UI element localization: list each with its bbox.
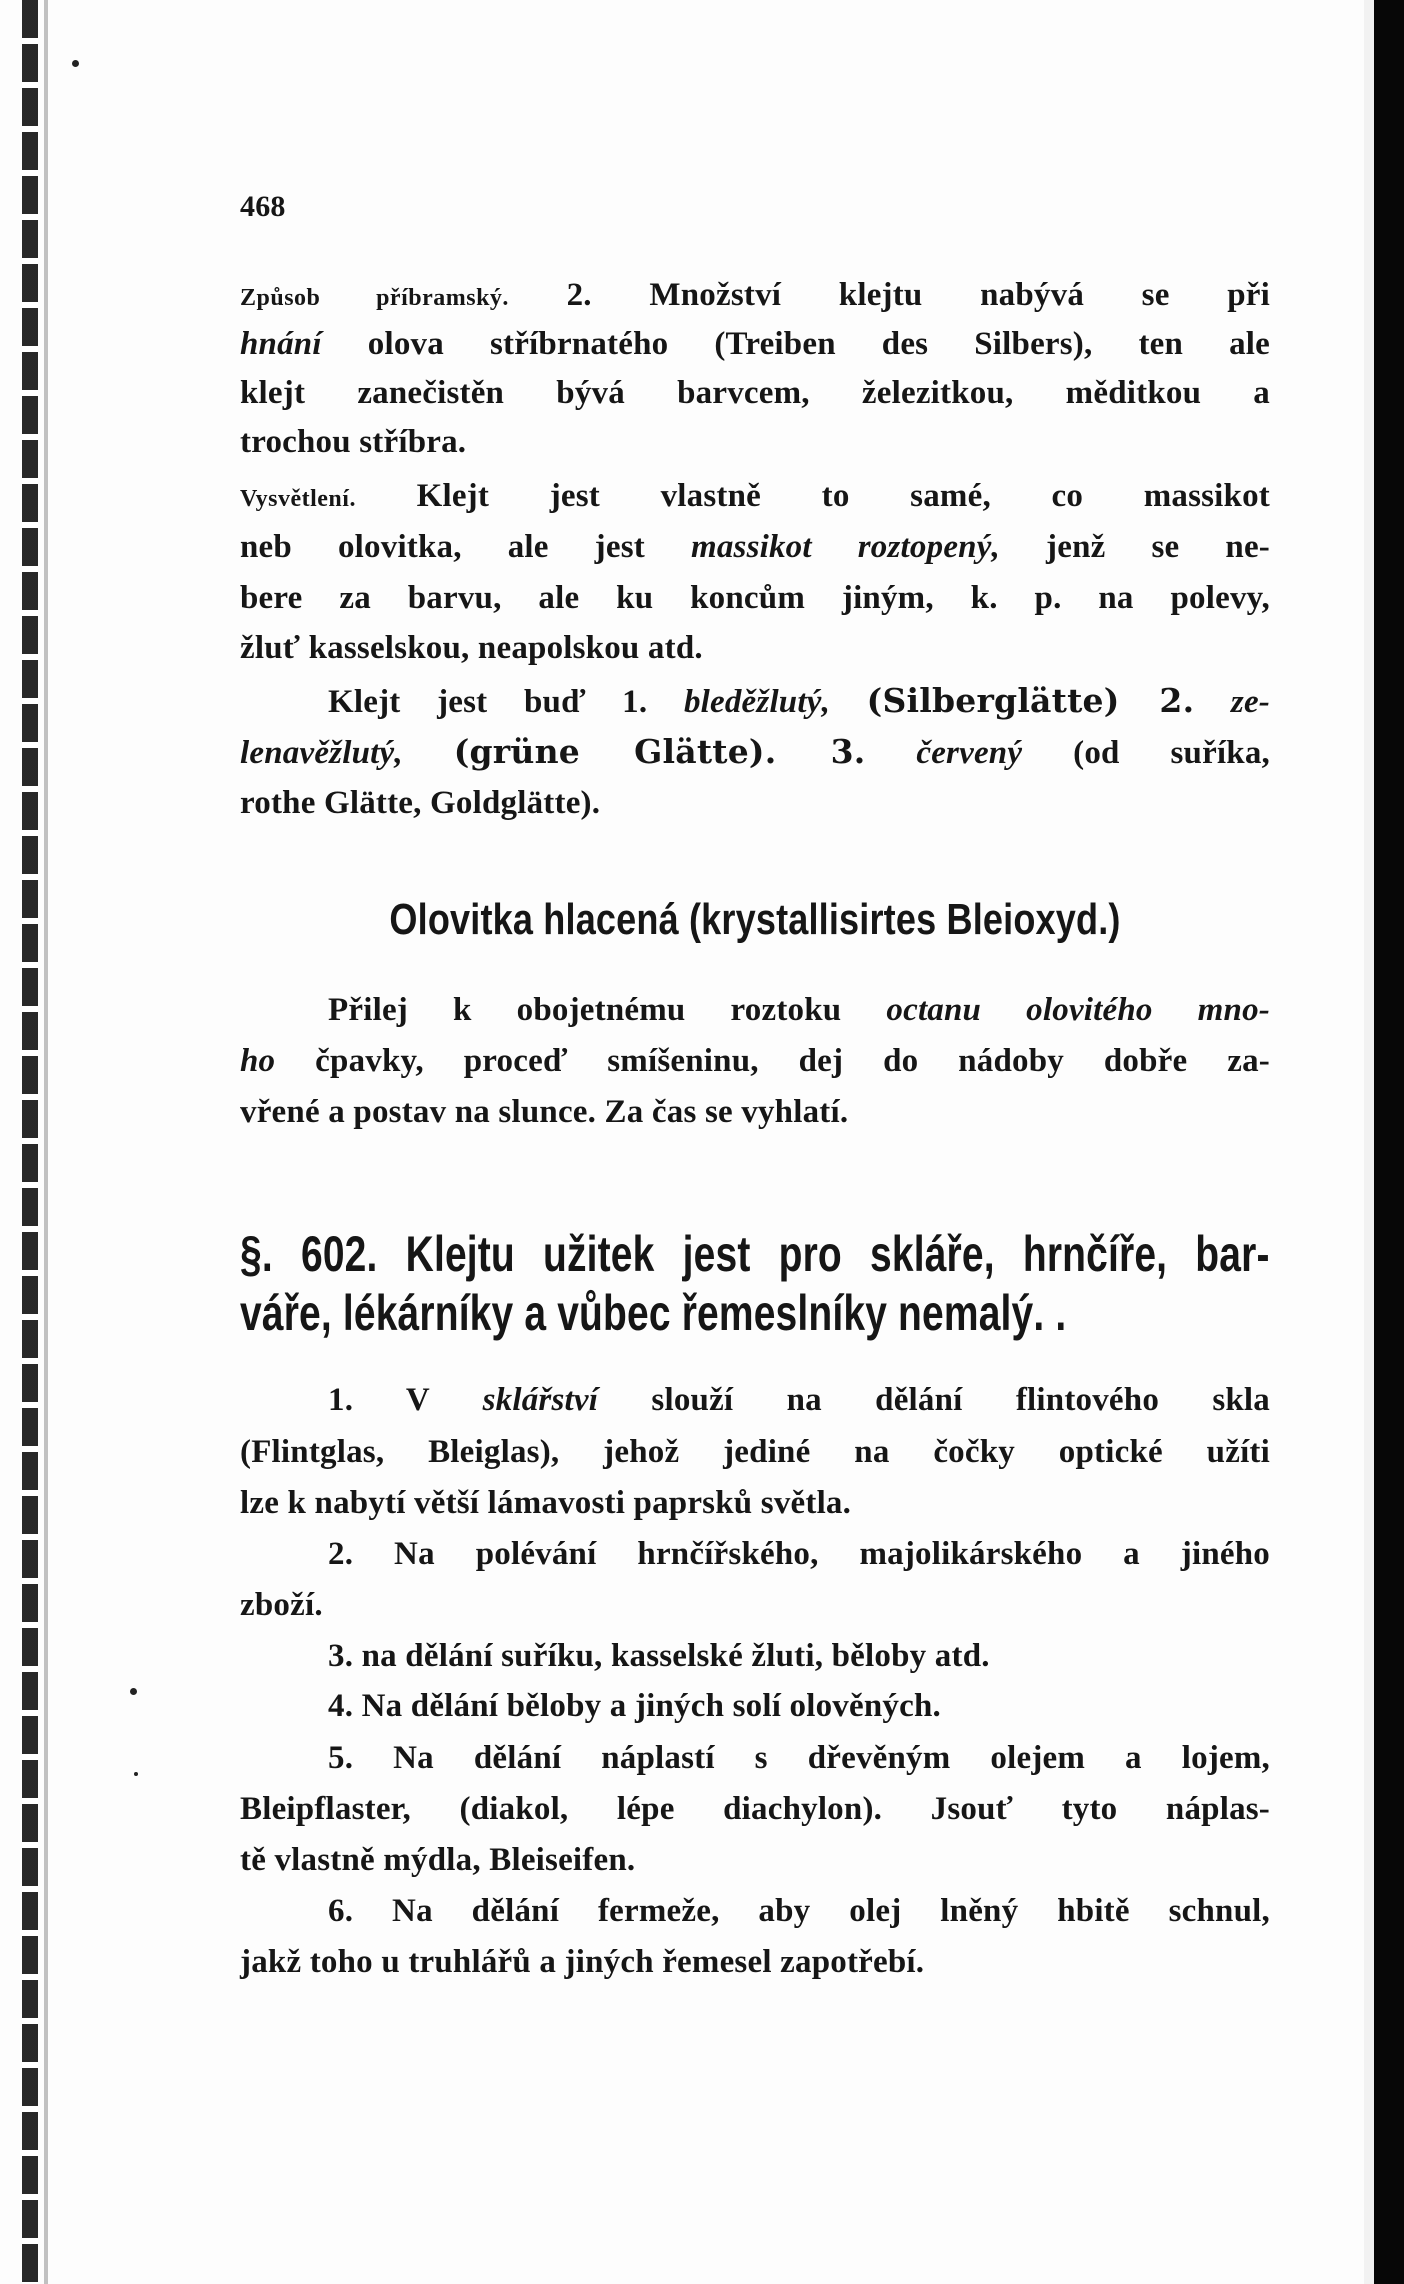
list-item: 3. na dělání suříku, kasselské žluti, běloby atd.	[328, 1638, 990, 1674]
text-line	[240, 730, 1270, 775]
german-term: (grüne Glätte). 3.	[453, 732, 866, 771]
text-line: vřené a postav na slunce. Za čas se vyhlatí.	[240, 1094, 849, 1130]
text-line: žluť kasselskou, neapolskou atd.	[240, 630, 703, 666]
scan-border-right-gap	[1364, 0, 1374, 2284]
scan-border-right	[1374, 0, 1404, 2284]
italic-term: octanu olovitého mno-	[886, 992, 1270, 1028]
italic-term: massikot roztopený,	[690, 529, 1001, 565]
italic-term: sklářství	[482, 1382, 599, 1418]
scan-speck	[134, 1772, 138, 1776]
text-line	[240, 322, 1270, 366]
text-line: tě vlastně mýdla, Bleiseifen.	[240, 1842, 636, 1878]
text-span: slouží na dělání flintového skla	[651, 1382, 1270, 1418]
text-line: bere za barvu, ale ku koncům jiným, k. p. na polevy,	[240, 580, 1270, 616]
italic-term: ze-	[1230, 684, 1270, 720]
text-line: trochou stříbra.	[240, 424, 467, 460]
text-span: 1. V	[328, 1382, 430, 1418]
text-span: 2. Množství klejtu nabývá se při	[566, 277, 1270, 313]
italic-term: lenavěžlutý,	[240, 735, 403, 771]
text-span: čpavky, proceď smíšeninu, dej do nádoby dobře za-	[315, 1043, 1270, 1079]
text-line: klejt zanečistěn bývá barvcem, železitkou, měditkou a	[240, 375, 1270, 411]
text-line	[328, 679, 1270, 724]
scan-border-left	[22, 0, 38, 2284]
list-item: 4. Na dělání běloby a jiných solí olověných.	[328, 1688, 941, 1724]
text-line	[240, 474, 1270, 521]
text-span: Klejt jest buď 1.	[328, 684, 648, 720]
section-heading: Olovitka hlacená (krystallisirtes Bleioxyd.)	[389, 895, 1121, 944]
text-span: olova stříbrnatého (Treiben des Silbers), ten ale	[367, 326, 1271, 362]
section-heading: váře, lékárníky a vůbec řemeslníky nemalý. .	[240, 1285, 1067, 1341]
italic-term: červený	[916, 735, 1023, 771]
text-line: rothe Glätte, Goldglätte).	[240, 785, 601, 821]
italic-term: bleděžlutý,	[683, 684, 831, 720]
german-term: (Silberglätte) 2.	[866, 681, 1195, 720]
text-line: jakž toho u truhlářů a jiných řemesel zapotřebí.	[240, 1944, 925, 1980]
scan-speck	[72, 60, 79, 67]
list-item: 2. Na polévání hrnčířského, majolikárského a jiného	[328, 1536, 1270, 1572]
text-span: Klejt jest vlastně to samé, co massikot	[416, 478, 1270, 514]
text-span: Přilej k obojetnému roztoku	[328, 992, 842, 1028]
page-number: 468	[240, 190, 286, 223]
text-line: lze k nabytí větší lámavosti paprsků světla.	[240, 1485, 852, 1521]
scan-speck	[130, 1688, 137, 1695]
section-lead: Vysvětlení.	[240, 486, 356, 512]
text-span: (od suříka,	[1073, 735, 1270, 771]
section-lead: Způsob příbramský.	[240, 285, 509, 311]
text-span: neb olovitka, ale jest	[240, 529, 645, 565]
text-line	[240, 1039, 1270, 1083]
text-line	[240, 273, 1270, 320]
text-line: Bleipflaster, (diakol, lépe diachylon). Jsouť tyto náplas-	[240, 1791, 1270, 1827]
text-line: zboží.	[240, 1587, 323, 1623]
italic-term: hnání	[240, 326, 322, 362]
scan-border-left-shadow	[44, 0, 48, 2284]
text-line	[240, 525, 1270, 569]
list-item: 5. Na dělání náplastí s dřevěným olejem a lojem,	[328, 1740, 1270, 1776]
italic-term: ho	[240, 1043, 276, 1079]
list-item: 6. Na dělání fermeže, aby olej lněný hbitě schnul,	[328, 1893, 1270, 1929]
text-line	[328, 988, 1270, 1032]
list-item	[328, 1378, 1270, 1422]
section-heading: §. 602. Klejtu užitek jest pro skláře, hrnčíře, bar-	[240, 1226, 1270, 1282]
text-span: jenž se ne-	[1046, 529, 1270, 565]
text-line: (Flintglas, Bleiglas), jehož jediné na čočky optické užíti	[240, 1434, 1270, 1470]
